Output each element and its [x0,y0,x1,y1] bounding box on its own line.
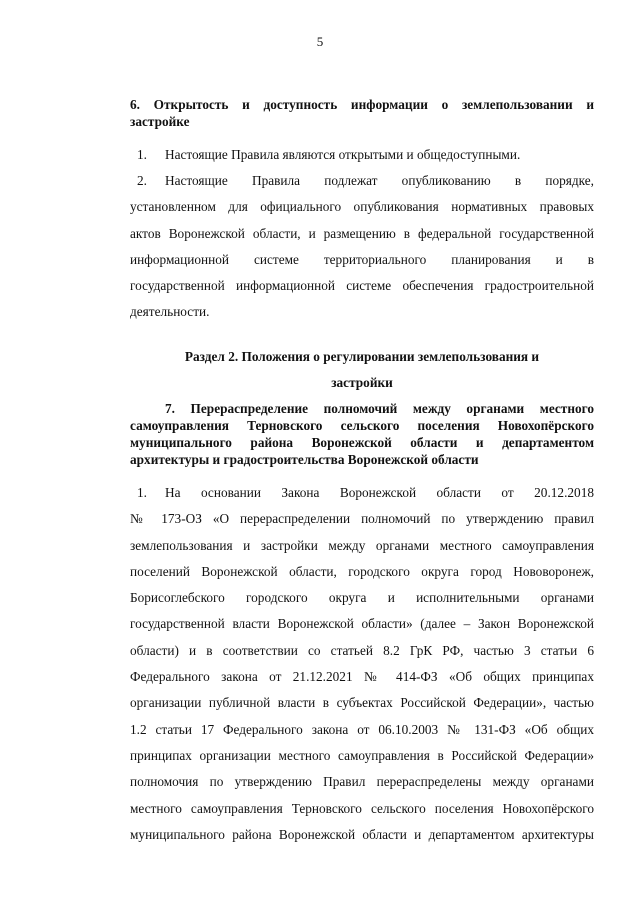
paragraph-line: актов Воронежской области, и размещению в федеральной государственной [130,225,594,241]
paragraph-line: 1.2 статьи 17 Федерального закона от 06.10.2003 № 131-ФЗ «Об общих [130,721,594,737]
page-number: 5 [316,34,324,49]
division-2-heading-line-1: Раздел 2. Положения о регулировании землепользования и [184,349,540,364]
item-text: Настоящие Правила являются открытыми и общедоступными. [165,147,521,162]
paragraph-line: поселений Воронежской области, городского округа город Нововоронеж, [130,563,594,579]
section-7-heading-line: самоуправления Терновского сельского поселения Новохопёрского [130,418,594,433]
section-6-heading [130,96,594,130]
paragraph-line: государственной информационной системе обеспечения градостроительной [130,278,594,294]
section-7-heading-line: архитектуры и градостроительства Воронежской области [130,452,479,467]
paragraph-line: организации публичной власти в субъектах Российской Федерации», частью [130,695,594,711]
paragraph-line: государственной власти Воронежской области» (далее – Закон Воронежской [130,616,594,632]
section-6-item-1 [130,142,594,168]
paragraph-line: Борисоглебского городского округа и исполнительными органами [130,590,594,606]
division-2-heading-line-2: застройки [331,375,393,390]
section-7-item-1 [130,480,594,848]
paragraph-line: полномочия по утверждению Правил перераспределены между органами [130,774,594,790]
paragraph-line [130,168,594,194]
item-number: 1. [137,147,147,162]
section-6-item-2 [130,168,594,326]
section-7-heading [130,400,594,468]
section-6-heading-line-1: 6. Открытость и доступность информации о землепользовании и [130,97,594,112]
division-2-heading [130,344,594,396]
paragraph-line-text: На основании Закона Воронежской области от 20.12.2018 [165,485,594,500]
paragraph-line: местного самоуправления Терновского сельского поселения Новохопёрского [130,800,594,816]
paragraph-line: Федерального закона от 21.12.2021 № 414-ФЗ «Об общих принципах [130,669,594,685]
paragraph-line [130,480,594,506]
paragraph-line: принципах организации местного самоуправления в Российской Федерации» [130,747,594,763]
section-6-heading-line-2: застройке [130,114,190,129]
section-7-heading-line: муниципального района Воронежской области и департаментом [130,435,594,450]
paragraph-line: деятельности. [130,304,210,320]
item-number: 2. [137,173,147,188]
paragraph-line: землепользования и застройки между органами местного самоуправления [130,537,594,553]
paragraph-line: области) и в соответствии со статьей 8.2 ГрК РФ, частью 3 статьи 6 [130,642,594,658]
item-number: 1. [137,485,147,500]
paragraph-line-text: Настоящие Правила подлежат опубликованию в порядке, [165,173,594,188]
paragraph-line: информационной системе территориального планирования и в [130,251,594,267]
section-7-heading-line: 7. Перераспределение полномочий между органами местного [165,401,594,416]
paragraph-line: установленном для официального опубликования нормативных правовых [130,199,594,215]
paragraph-line: муниципального района Воронежской области и департаментом архитектуры [130,826,594,842]
paragraph-line: № 173-ОЗ «О перераспределении полномочий по утверждению правил [130,511,594,527]
